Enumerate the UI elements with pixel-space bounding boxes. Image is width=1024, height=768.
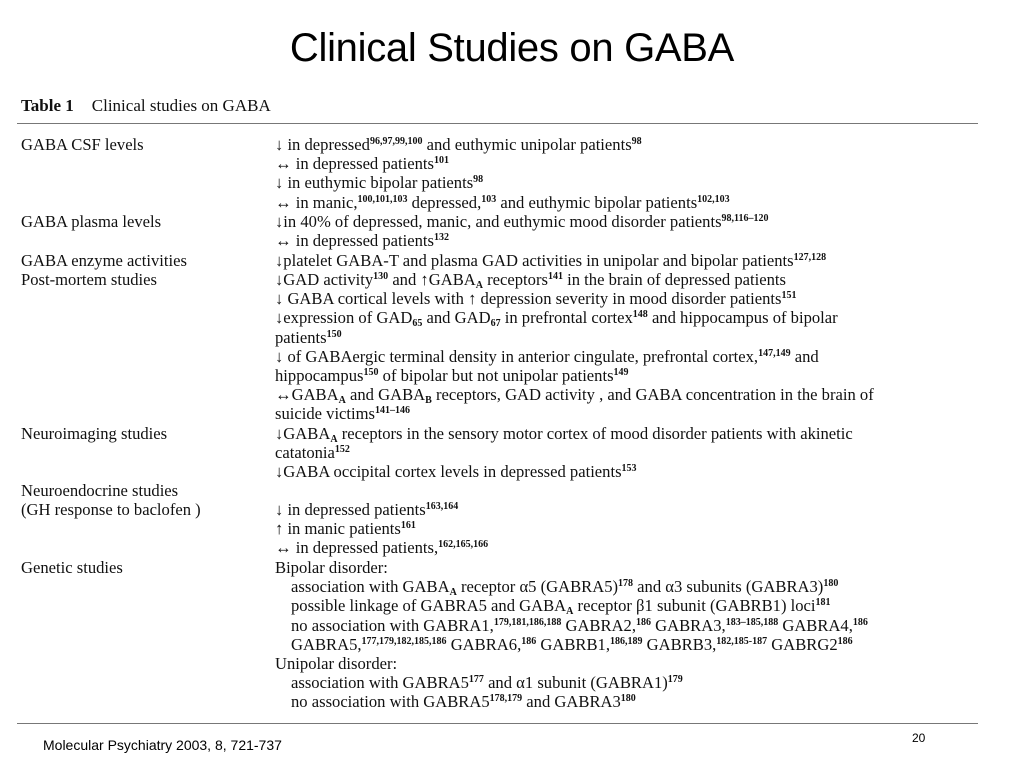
finding-line: no association with GABRA5$^{178,179}$ and $GABRA3^{180}$	[291, 692, 636, 712]
finding-line: ↔ in manic,$^{100,101,103}$ depressed,$^{103}$ and euthymic bipolar patients$^{102,103}$	[275, 192, 730, 212]
row-description	[275, 251, 975, 270]
row-label: GABA CSF levels	[21, 135, 144, 154]
finding-line: no association with GABRA1,$^{179,181,186,188}$ GABRA2,$^{186}$ GABRA3,$^{183-185,188}$ GABRA4,$^{186}$	[291, 615, 868, 635]
finding-line: ↔ in depressed patients$^{101}$	[275, 154, 449, 174]
finding-heading: Bipolar disorder:	[275, 558, 388, 577]
finding-heading: Unipolar disorder:	[275, 654, 398, 674]
row-label: Post-mortem studies	[21, 270, 157, 289]
row-label: GABA enzyme activities	[21, 251, 187, 270]
finding-line: GABRA5,$^{177,179,182,185,186}$ GABRA6,$^{186}$ GABRB1,$^{186,189}$ GABRB3,$^{182,185-187}$ $GABRG2^{186}$	[291, 634, 853, 654]
slide-title: Clinical Studies on GABA	[289, 26, 735, 70]
table-top-rule	[17, 123, 978, 124]
finding-line: ↓platelet GABA-T and plasma GAD activities in unipolar and bipolar patients$^{127,128}$	[275, 251, 827, 270]
finding-line: $\leftrightarrow GABA_A$ and $GABA_B$ receptors, GAD activity , and GABA concentration in the brain of	[275, 385, 874, 407]
row-label-line: (GH response to baclofen )	[21, 500, 201, 520]
finding-line: ↔ in depressed patients$^{132}$	[275, 231, 449, 251]
finding-line: ↓GAD activity$^{130}$ and $↑GABA_A$ receptors$^{141}$ in the brain of depressed patients	[275, 270, 786, 291]
finding-line: ↓ in depressed$^{96,97,99,100}$ and euthymic unipolar patients$^{98}$	[275, 135, 642, 154]
footer-source: Molecular Psychiatry 2003, 8, 721-737	[43, 737, 282, 753]
finding-line: association with $GABRA5^{177}$ and α1 subunit (GABRA1)$^{179}$	[291, 673, 683, 693]
table-bottom-rule	[17, 723, 978, 724]
row-label	[21, 481, 271, 519]
row-label: GABA plasma levels	[21, 212, 162, 231]
page-number: 20	[912, 731, 926, 745]
table-number: Table 1	[21, 96, 74, 115]
row-label-line: Neuroendocrine studies	[21, 481, 179, 500]
finding-line: ↑ in manic patients$^{161}$	[275, 519, 416, 539]
finding-line: hippocampus$^{150}$ of bipolar but not unipolar patients$^{149}$	[275, 366, 629, 386]
finding-line: ↓ in depressed patients$^{163,164}$	[275, 500, 459, 519]
row-label: Genetic studies	[21, 558, 123, 577]
finding-line: ↓GABA occipital cortex levels in depressed patients$^{153}$	[275, 462, 637, 482]
finding-line: ↓ GABA cortical levels with ↑ depression severity in mood disorder patients$^{151}$	[275, 289, 797, 309]
finding-line: possible linkage of GABRA5 and $GABA_A$ receptor β1 subunit (GABRB1) loci$^{181}$	[291, 596, 831, 618]
finding-line: patients$^{150}$	[275, 327, 342, 347]
finding-line: suicide victims$^{141-146}$	[275, 404, 411, 424]
row-label: Neuroimaging studies	[21, 424, 168, 443]
finding-line: ↓ in euthymic bipolar patients$^{98}$	[275, 173, 484, 193]
table-caption	[21, 96, 271, 116]
finding-line: ↓expression of $GAD_{65}$ and $GAD_{67}$ in prefrontal cortex$^{148}$ and hippocampus of bipolar	[275, 308, 838, 330]
row-description	[275, 500, 975, 558]
row-description	[275, 558, 975, 712]
finding-line: catatonia$^{152}$	[275, 443, 350, 463]
finding-line: ↓ of GABAergic terminal density in anterior cingulate, prefrontal cortex,$^{147,149}$ and	[275, 346, 819, 366]
row-description	[275, 212, 975, 250]
row-description	[275, 135, 975, 212]
finding-line: $↓GABA_A$ receptors in the sensory motor cortex of mood disorder patients with akinetic	[275, 424, 853, 445]
finding-line: association with $GABA_A$ receptor α5 (GABRA5)$^{178}$ and α3 subunits (GABRA3)$^{180}$	[291, 577, 839, 599]
row-description	[275, 270, 975, 424]
finding-line: ↓in 40% of depressed, manic, and euthymic mood disorder patients$^{98,116-120}$	[275, 212, 769, 231]
row-description	[275, 424, 975, 482]
finding-line: ↔ in depressed patients,$^{162,165,166}$	[275, 538, 489, 558]
table-caption-text: Clinical studies on GABA	[91, 96, 271, 115]
